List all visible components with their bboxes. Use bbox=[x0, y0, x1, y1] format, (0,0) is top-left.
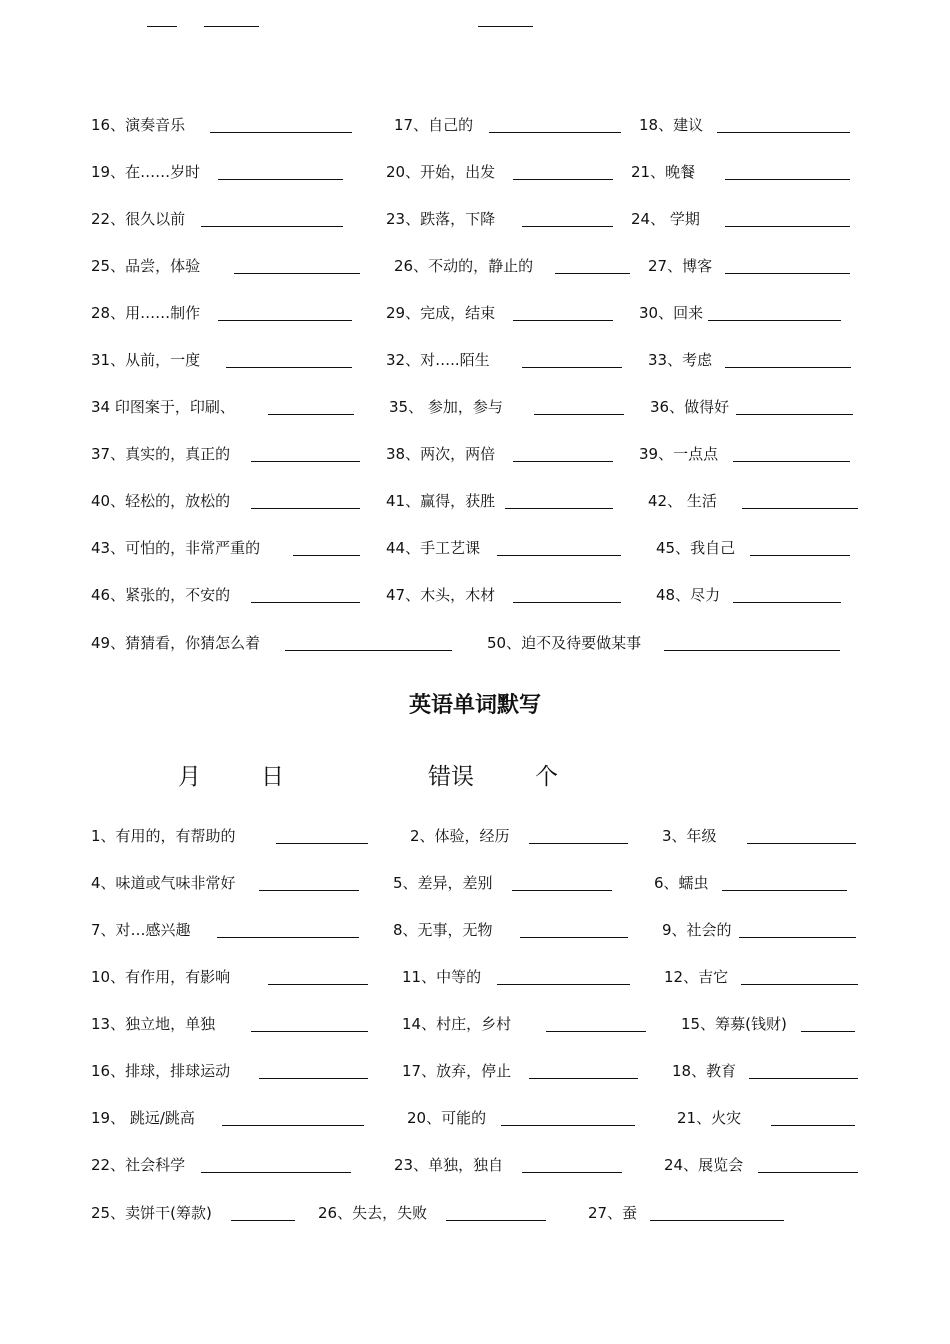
word-prompt: 29、完成，结束 bbox=[386, 304, 496, 322]
word-prompt: 2、体验，经历 bbox=[410, 827, 510, 845]
answer-blank[interactable] bbox=[446, 1220, 546, 1221]
word-prompt: 18、建议 bbox=[639, 116, 704, 134]
errors-unit: 个 bbox=[535, 764, 558, 790]
word-prompt: 27、博客 bbox=[648, 257, 713, 275]
word-row bbox=[0, 826, 950, 846]
errors-label: 错误 bbox=[428, 764, 474, 790]
month-blank[interactable] bbox=[147, 26, 177, 27]
answer-blank[interactable] bbox=[520, 937, 628, 938]
word-prompt: 35、 参加，参与 bbox=[389, 398, 503, 416]
answer-blank[interactable] bbox=[771, 1125, 855, 1126]
word-row bbox=[0, 303, 950, 323]
month-label: 月 bbox=[178, 764, 201, 790]
answer-blank[interactable] bbox=[749, 1078, 858, 1079]
day-label: 日 bbox=[261, 764, 284, 790]
answer-blank[interactable] bbox=[758, 1172, 858, 1173]
word-prompt: 40、轻松的，放松的 bbox=[91, 492, 231, 510]
word-prompt: 27、蚕 bbox=[588, 1204, 638, 1222]
answer-blank[interactable] bbox=[650, 1220, 784, 1221]
answer-blank[interactable] bbox=[722, 890, 847, 891]
answer-blank[interactable] bbox=[529, 843, 628, 844]
answer-blank[interactable] bbox=[497, 555, 621, 556]
answer-blank[interactable] bbox=[217, 937, 359, 938]
word-prompt: 37、真实的，真正的 bbox=[91, 445, 231, 463]
word-prompt: 49、猜猜看，你猜怎么着 bbox=[91, 634, 261, 652]
word-prompt: 28、用……制作 bbox=[91, 304, 201, 322]
word-row bbox=[0, 397, 950, 417]
answer-blank[interactable] bbox=[522, 226, 613, 227]
word-prompt: 21、晚餐 bbox=[631, 163, 696, 181]
word-prompt: 4、味道或气味非常好 bbox=[91, 874, 236, 892]
word-prompt: 20、开始，出发 bbox=[386, 163, 496, 181]
word-row bbox=[0, 162, 950, 182]
word-prompt: 48、尽力 bbox=[656, 586, 721, 604]
word-prompt: 45、我自己 bbox=[656, 539, 736, 557]
answer-blank[interactable] bbox=[522, 1172, 622, 1173]
answer-blank[interactable] bbox=[489, 132, 621, 133]
word-row bbox=[0, 1155, 950, 1175]
answer-blank[interactable] bbox=[501, 1125, 635, 1126]
word-prompt: 15、筹募(钱财) bbox=[681, 1015, 787, 1033]
word-prompt: 22、社会科学 bbox=[91, 1156, 186, 1174]
word-prompt: 22、很久以前 bbox=[91, 210, 186, 228]
word-prompt: 44、手工艺课 bbox=[386, 539, 481, 557]
word-row bbox=[0, 491, 950, 511]
word-prompt: 13、独立地，单独 bbox=[91, 1015, 216, 1033]
answer-blank[interactable] bbox=[522, 367, 622, 368]
word-prompt: 16、排球，排球运动 bbox=[91, 1062, 231, 1080]
answer-blank[interactable] bbox=[513, 320, 613, 321]
answer-blank[interactable] bbox=[750, 555, 850, 556]
word-prompt: 11、中等的 bbox=[402, 968, 482, 986]
answer-blank[interactable] bbox=[201, 226, 343, 227]
answer-blank[interactable] bbox=[251, 1031, 368, 1032]
word-prompt: 43、可怕的，非常严重的 bbox=[91, 539, 261, 557]
word-prompt: 10、有作用，有影响 bbox=[91, 968, 231, 986]
word-prompt: 17、自己的 bbox=[394, 116, 474, 134]
answer-blank[interactable] bbox=[664, 650, 840, 651]
word-prompt: 38、两次，两倍 bbox=[386, 445, 496, 463]
word-row bbox=[0, 256, 950, 276]
answer-blank[interactable] bbox=[259, 1078, 368, 1079]
word-row bbox=[0, 209, 950, 229]
answer-blank[interactable] bbox=[234, 273, 360, 274]
word-prompt: 25、品尝，体验 bbox=[91, 257, 201, 275]
answer-blank[interactable] bbox=[733, 461, 850, 462]
word-prompt: 30、回来 bbox=[639, 304, 704, 322]
answer-blank[interactable] bbox=[251, 508, 360, 509]
answer-blank[interactable] bbox=[739, 937, 856, 938]
word-prompt: 42、 生活 bbox=[648, 492, 717, 510]
word-prompt: 33、考虑 bbox=[648, 351, 713, 369]
word-prompt: 19、 跳远/跳高 bbox=[91, 1109, 195, 1127]
word-prompt: 24、 学期 bbox=[631, 210, 700, 228]
word-row bbox=[0, 444, 950, 464]
word-row bbox=[0, 585, 950, 605]
word-row bbox=[0, 873, 950, 893]
answer-blank[interactable] bbox=[293, 555, 360, 556]
word-row bbox=[0, 967, 950, 987]
answer-blank[interactable] bbox=[708, 320, 841, 321]
answer-blank[interactable] bbox=[276, 843, 368, 844]
word-prompt: 1、有用的，有帮助的 bbox=[91, 827, 236, 845]
word-row bbox=[0, 538, 950, 558]
word-prompt: 8、无事，无物 bbox=[393, 921, 493, 939]
answer-blank[interactable] bbox=[513, 461, 613, 462]
word-prompt: 41、赢得，获胜 bbox=[386, 492, 496, 510]
answer-blank[interactable] bbox=[268, 414, 354, 415]
answer-blank[interactable] bbox=[201, 1172, 351, 1173]
word-row bbox=[0, 633, 950, 653]
errors-blank[interactable] bbox=[478, 26, 533, 27]
answer-blank[interactable] bbox=[717, 132, 850, 133]
word-row bbox=[0, 350, 950, 370]
word-prompt: 6、蠕虫 bbox=[654, 874, 709, 892]
answer-blank[interactable] bbox=[529, 1078, 638, 1079]
word-prompt: 46、紧张的，不安的 bbox=[91, 586, 231, 604]
answer-blank[interactable] bbox=[251, 461, 360, 462]
word-prompt: 34 印图案于，印刷、 bbox=[91, 398, 235, 416]
word-prompt: 20、可能的 bbox=[407, 1109, 487, 1127]
answer-blank[interactable] bbox=[497, 984, 630, 985]
word-prompt: 36、做得好 bbox=[650, 398, 730, 416]
word-prompt: 32、对…..陌生 bbox=[386, 351, 490, 369]
answer-blank[interactable] bbox=[513, 602, 621, 603]
answer-blank[interactable] bbox=[513, 179, 613, 180]
word-prompt: 19、在……岁时 bbox=[91, 163, 201, 181]
answer-blank[interactable] bbox=[733, 602, 841, 603]
word-prompt: 31、从前，一度 bbox=[91, 351, 201, 369]
word-prompt: 3、年级 bbox=[662, 827, 717, 845]
word-row bbox=[0, 115, 950, 135]
answer-blank[interactable] bbox=[725, 226, 850, 227]
word-prompt: 16、演奏音乐 bbox=[91, 116, 186, 134]
word-prompt: 39、一点点 bbox=[639, 445, 719, 463]
word-row bbox=[0, 1061, 950, 1081]
word-prompt: 14、村庄，乡村 bbox=[402, 1015, 512, 1033]
answer-blank[interactable] bbox=[725, 273, 850, 274]
answer-blank[interactable] bbox=[268, 984, 368, 985]
answer-blank[interactable] bbox=[218, 320, 352, 321]
answer-blank[interactable] bbox=[725, 367, 851, 368]
word-prompt: 9、社会的 bbox=[662, 921, 732, 939]
answer-blank[interactable] bbox=[226, 367, 352, 368]
word-row bbox=[0, 920, 950, 940]
answer-blank[interactable] bbox=[251, 602, 360, 603]
word-prompt: 7、对…感兴趣 bbox=[91, 921, 191, 939]
answer-blank[interactable] bbox=[259, 890, 359, 891]
word-row bbox=[0, 1108, 950, 1128]
word-prompt: 18、教育 bbox=[672, 1062, 737, 1080]
word-prompt: 25、卖饼干(筹款) bbox=[91, 1204, 212, 1222]
word-prompt: 5、差异，差别 bbox=[393, 874, 493, 892]
answer-blank[interactable] bbox=[801, 1031, 855, 1032]
answer-blank[interactable] bbox=[218, 179, 343, 180]
word-prompt: 50、迫不及待要做某事 bbox=[487, 634, 642, 652]
answer-blank[interactable] bbox=[741, 984, 858, 985]
word-prompt: 47、木头，木材 bbox=[386, 586, 496, 604]
answer-blank[interactable] bbox=[231, 1220, 295, 1221]
answer-blank[interactable] bbox=[736, 414, 853, 415]
word-prompt: 12、吉它 bbox=[664, 968, 729, 986]
answer-blank[interactable] bbox=[747, 843, 856, 844]
word-row bbox=[0, 1203, 950, 1223]
answer-blank[interactable] bbox=[512, 890, 612, 891]
answer-blank[interactable] bbox=[285, 650, 452, 651]
word-prompt: 23、单独，独自 bbox=[394, 1156, 504, 1174]
answer-blank[interactable] bbox=[534, 414, 624, 415]
answer-blank[interactable] bbox=[555, 273, 630, 274]
word-prompt: 26、不动的，静止的 bbox=[394, 257, 534, 275]
word-prompt: 23、跌落，下降 bbox=[386, 210, 496, 228]
answer-blank[interactable] bbox=[210, 132, 352, 133]
answer-blank[interactable] bbox=[505, 508, 613, 509]
word-prompt: 26、失去，失败 bbox=[318, 1204, 428, 1222]
word-prompt: 17、放弃，停止 bbox=[402, 1062, 512, 1080]
worksheet-title: 英语单词默写 bbox=[408, 692, 541, 718]
day-blank[interactable] bbox=[204, 26, 259, 27]
answer-blank[interactable] bbox=[546, 1031, 646, 1032]
word-row bbox=[0, 1014, 950, 1034]
word-prompt: 21、火灾 bbox=[677, 1109, 742, 1127]
answer-blank[interactable] bbox=[742, 508, 858, 509]
word-prompt: 24、展览会 bbox=[664, 1156, 744, 1174]
answer-blank[interactable] bbox=[725, 179, 850, 180]
answer-blank[interactable] bbox=[222, 1125, 364, 1126]
